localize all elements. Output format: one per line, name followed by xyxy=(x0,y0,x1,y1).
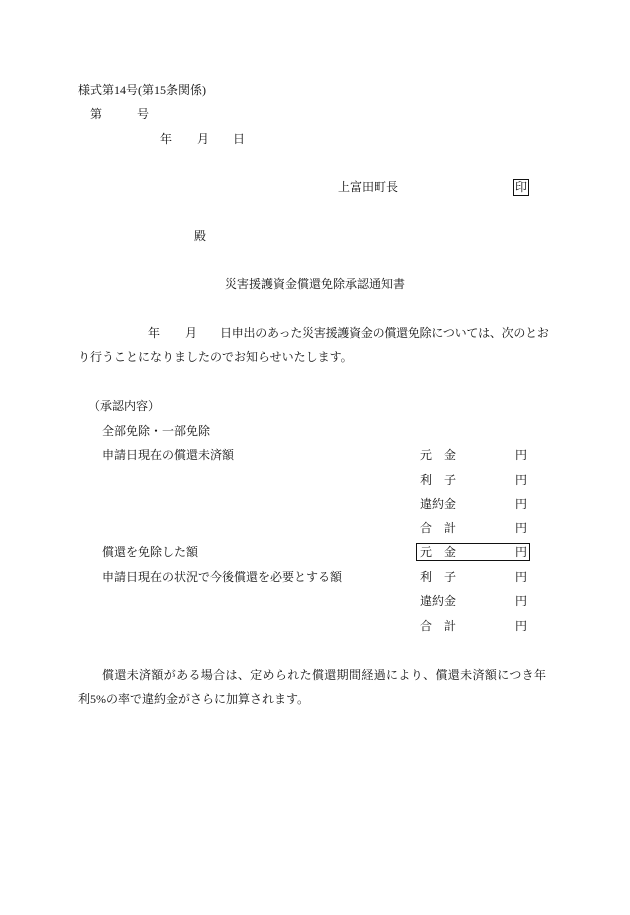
doc-number-suffix: 号 xyxy=(137,107,150,121)
yen-unit: 円 xyxy=(515,521,528,535)
date-month: 月 xyxy=(197,132,210,146)
yen-unit: 円 xyxy=(515,545,528,559)
outstanding-amount-label: 申請日現在の償還未済額 xyxy=(102,448,235,462)
note-line-2: 利5%の率で違約金がさらに加算されます。 xyxy=(78,692,310,706)
date-year: 年 xyxy=(160,132,173,146)
body-line-2: り行うことになりましたのでお知らせいたします。 xyxy=(78,350,353,364)
interest-label: 利 子 xyxy=(420,570,457,584)
doc-number-prefix: 第 xyxy=(90,107,103,121)
approval-heading: （承認内容） xyxy=(88,399,161,413)
yen-unit: 円 xyxy=(515,497,528,511)
principal-label: 元 金 xyxy=(420,545,457,559)
seal-box: 印 xyxy=(514,180,527,194)
note-line-1: 償還未済額がある場合は、定められた償還期間経過により、償還未済額につき年 xyxy=(102,668,547,682)
yen-unit: 円 xyxy=(515,448,528,462)
body-year: 年 xyxy=(148,326,161,340)
principal-label: 元 金 xyxy=(420,448,457,462)
recipient-honorific: 殿 xyxy=(194,229,207,243)
total-label: 合 計 xyxy=(420,619,457,633)
body-month: 月 xyxy=(185,326,198,340)
document-title: 災害援護資金償還免除承認通知書 xyxy=(225,277,406,291)
form-number: 様式第14号(第15条関係) xyxy=(78,83,206,97)
penalty-label: 違約金 xyxy=(420,594,457,608)
approval-scope: 全部免除・一部免除 xyxy=(102,424,211,438)
total-label: 合 計 xyxy=(420,521,457,535)
date-day: 日 xyxy=(233,132,246,146)
yen-unit: 円 xyxy=(515,570,528,584)
yen-unit: 円 xyxy=(515,473,528,487)
penalty-label: 違約金 xyxy=(420,497,457,511)
interest-label: 利 子 xyxy=(420,473,457,487)
body-line-1: 日申出のあった災害援護資金の償還免除については、次のとお xyxy=(220,326,549,340)
yen-unit: 円 xyxy=(515,619,528,633)
yen-unit: 円 xyxy=(515,594,528,608)
remaining-repayment-label: 申請日現在の状況で今後償還を必要とする額 xyxy=(102,570,343,584)
waived-amount-label: 償還を免除した額 xyxy=(102,545,199,559)
issuer-name: 上富田町長 xyxy=(338,180,399,194)
